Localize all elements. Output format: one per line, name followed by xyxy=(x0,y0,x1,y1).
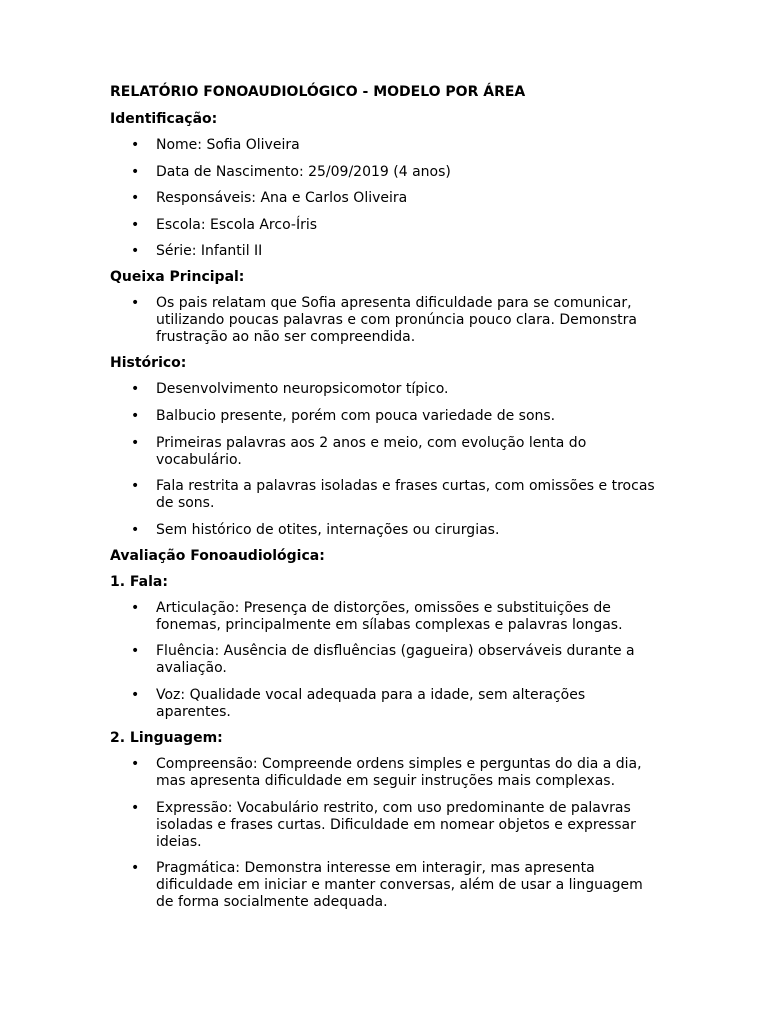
list-item: • Articulação: Presença de distorções, omissões e substituições de fonemas, principalmente em sílabas complexas e palavras longas. xyxy=(131,599,623,633)
list-item: • Pragmática: Demonstra interesse em interagir, mas apresenta dificuldade em iniciar e manter conversas, além de usar a linguagem de forma socialmente adequada. xyxy=(131,860,643,911)
bullet-icon: • xyxy=(131,755,140,772)
document-title: RELATÓRIO FONOAUDIOLÓGICO - MODELO POR ÁREA xyxy=(110,84,526,100)
subsection-heading-linguagem: 2. Linguagem: xyxy=(110,729,223,746)
list-identificacao xyxy=(110,137,660,260)
section-heading-historico: Histórico: xyxy=(110,355,187,372)
list-queixa xyxy=(110,295,660,346)
bullet-icon: • xyxy=(131,434,140,451)
list-item: • Voz: Qualidade vocal adequada para a idade, sem alterações aparentes. xyxy=(131,686,586,720)
bullet-icon: • xyxy=(131,137,140,153)
list-item: • Data de Nascimento: 25/09/2019 (4 anos) xyxy=(131,163,451,180)
list-item: • Nome: Sofia Oliveira xyxy=(131,137,300,153)
list-item: • Fluência: Ausência de disfluências (gagueira) observáveis durante a avaliação. xyxy=(131,643,635,677)
section-heading-avaliacao: Avaliação Fonoaudiológica: xyxy=(110,547,325,564)
list-fala xyxy=(110,600,660,721)
list-item: • Desenvolvimento neuropsicomotor típico. xyxy=(131,381,449,398)
bullet-icon: • xyxy=(131,295,140,312)
list-item: • Balbucio presente, porém com pouca variedade de sons. xyxy=(131,407,556,424)
list-item: • Primeiras palavras aos 2 anos e meio, com evolução lenta do vocabulário. xyxy=(131,434,587,468)
list-item: • Compreensão: Compreende ordens simples e perguntas do dia a dia, mas apresenta dificuldade em seguir instruções mais complexas. xyxy=(131,755,642,789)
bullet-icon: • xyxy=(131,478,140,495)
bullet-icon: • xyxy=(131,163,140,180)
bullet-icon: • xyxy=(131,407,140,424)
bullet-icon: • xyxy=(131,381,140,398)
list-item: • Expressão: Vocabulário restrito, com uso predominante de palavras isoladas e frases curtas. Dificuldade em nomear objetos e expressar ideias. xyxy=(131,799,636,850)
list-item: • Sem histórico de otites, internações ou cirurgias. xyxy=(131,521,500,538)
bullet-icon: • xyxy=(131,216,140,233)
subsection-heading-fala: 1. Fala: xyxy=(110,573,168,590)
bullet-icon: • xyxy=(131,190,140,207)
list-item: • Responsáveis: Ana e Carlos Oliveira xyxy=(131,190,408,207)
bullet-icon: • xyxy=(131,243,140,260)
list-linguagem xyxy=(110,756,660,911)
list-item: • Os pais relatam que Sofia apresenta dificuldade para se comunicar, utilizando poucas palavras e com pronúncia pouco clara. Demonstra frustração ao não ser compreendida. xyxy=(131,295,637,346)
section-heading-identificacao: Identificação: xyxy=(110,111,218,127)
section-heading-queixa: Queixa Principal: xyxy=(110,269,245,286)
list-item: • Série: Infantil II xyxy=(131,243,263,260)
list-item: • Fala restrita a palavras isoladas e frases curtas, com omissões e trocas de sons. xyxy=(131,478,655,512)
list-historico xyxy=(110,381,660,538)
document-page xyxy=(110,84,660,920)
bullet-icon: • xyxy=(131,521,140,538)
list-item: • Escola: Escola Arco-Íris xyxy=(131,216,318,233)
bullet-icon: • xyxy=(131,799,140,816)
bullet-icon: • xyxy=(131,599,140,616)
bullet-icon: • xyxy=(131,686,140,703)
bullet-icon: • xyxy=(131,860,140,877)
bullet-icon: • xyxy=(131,643,140,660)
